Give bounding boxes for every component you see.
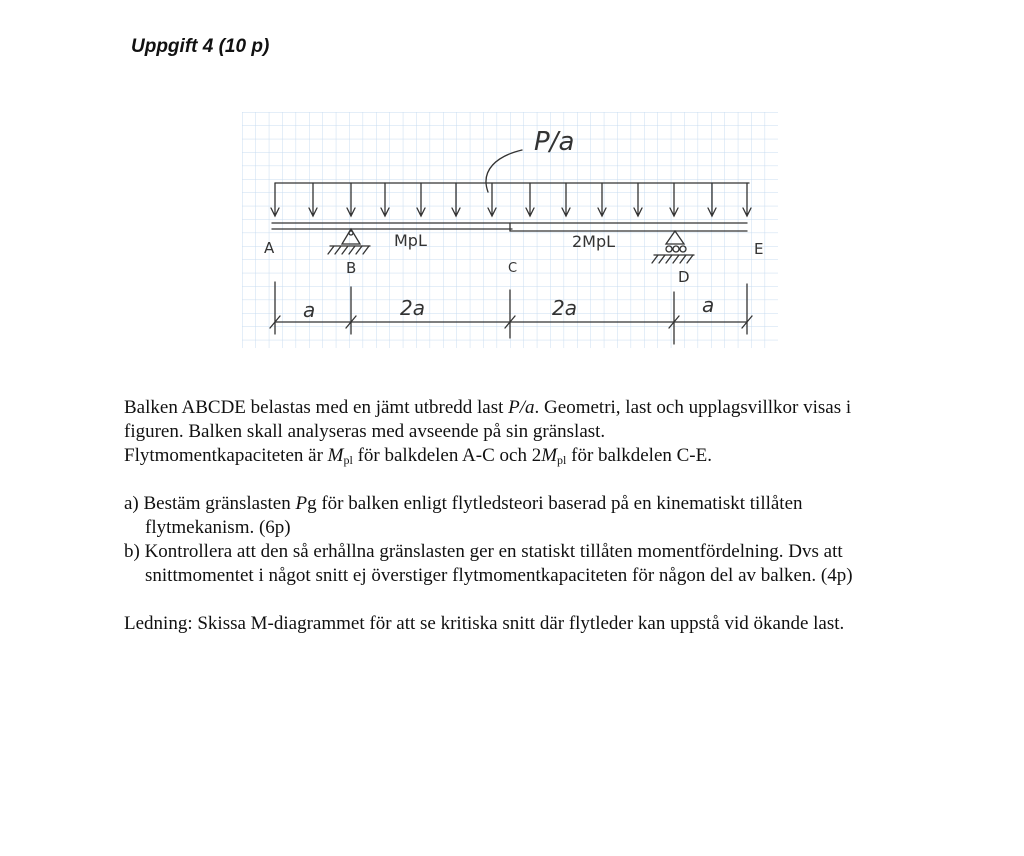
dimension-label-bc: 2a (400, 296, 425, 320)
point-b-label: B (346, 259, 357, 277)
capacity-paragraph (124, 444, 904, 468)
load-p-symbol: P (295, 493, 308, 514)
question-b: b) Kontrollera att den så erhållna gränslasten ger en statiskt tillåten momentfördelning. Dvs att snittmomentet i något snitt ej överstiger flytmomentkapaciteten för någon del av balken. (4p) (124, 541, 853, 586)
task-heading: Uppgift 4 (10 p) (131, 36, 270, 57)
task-text (124, 396, 904, 636)
description-text-1: Balken ABCDE belastas med en jämt utbredd last (124, 397, 509, 418)
moment-subscript-1: pl (343, 453, 353, 467)
description-paragraph (124, 396, 904, 444)
point-c-label: C (508, 261, 518, 276)
description-text-2: . Geometri, last och upplagsvillkor visas i figuren. Balken skall analyseras med avseende på sin gränslast. (124, 397, 852, 442)
dimension-label-ab: a (303, 298, 316, 322)
moment-subscript-2: pl (557, 453, 567, 467)
load-label: P/a (534, 127, 575, 157)
moment-label-ac: MpL (394, 231, 427, 250)
capacity-text-2: för balkdelen A-C och (352, 445, 532, 466)
dimension-label-cd: 2a (552, 296, 577, 320)
question-a (124, 492, 904, 540)
load-symbol: P/a (508, 397, 535, 418)
hint-paragraph: Ledning: Skissa M-diagrammet för att se kritiska snitt där flytleder kan uppstå vid ökande last. (124, 613, 845, 634)
moment-symbol-2: M (541, 445, 558, 466)
moment-symbol-1: M (327, 445, 344, 466)
beam-sketch (242, 112, 778, 348)
point-a-label: A (264, 239, 275, 257)
beam-figure (242, 112, 778, 348)
question-a-text-1: a) Bestäm gränslasten (124, 493, 296, 514)
moment-label-ce: 2MpL (572, 232, 616, 251)
point-e-label: E (754, 240, 764, 258)
capacity-text-1: Flytmomentkapaciteten är (124, 445, 328, 466)
point-d-label: D (678, 268, 690, 286)
question-a-text-2: g för balken enligt flytledsteori baserad på en kinematiskt tillåten flytmekanism. (6p) (145, 493, 803, 538)
dimension-label-de: a (702, 293, 715, 317)
moment-coefficient: 2 (531, 445, 542, 466)
capacity-text-3: för balkdelen C-E. (566, 445, 712, 466)
